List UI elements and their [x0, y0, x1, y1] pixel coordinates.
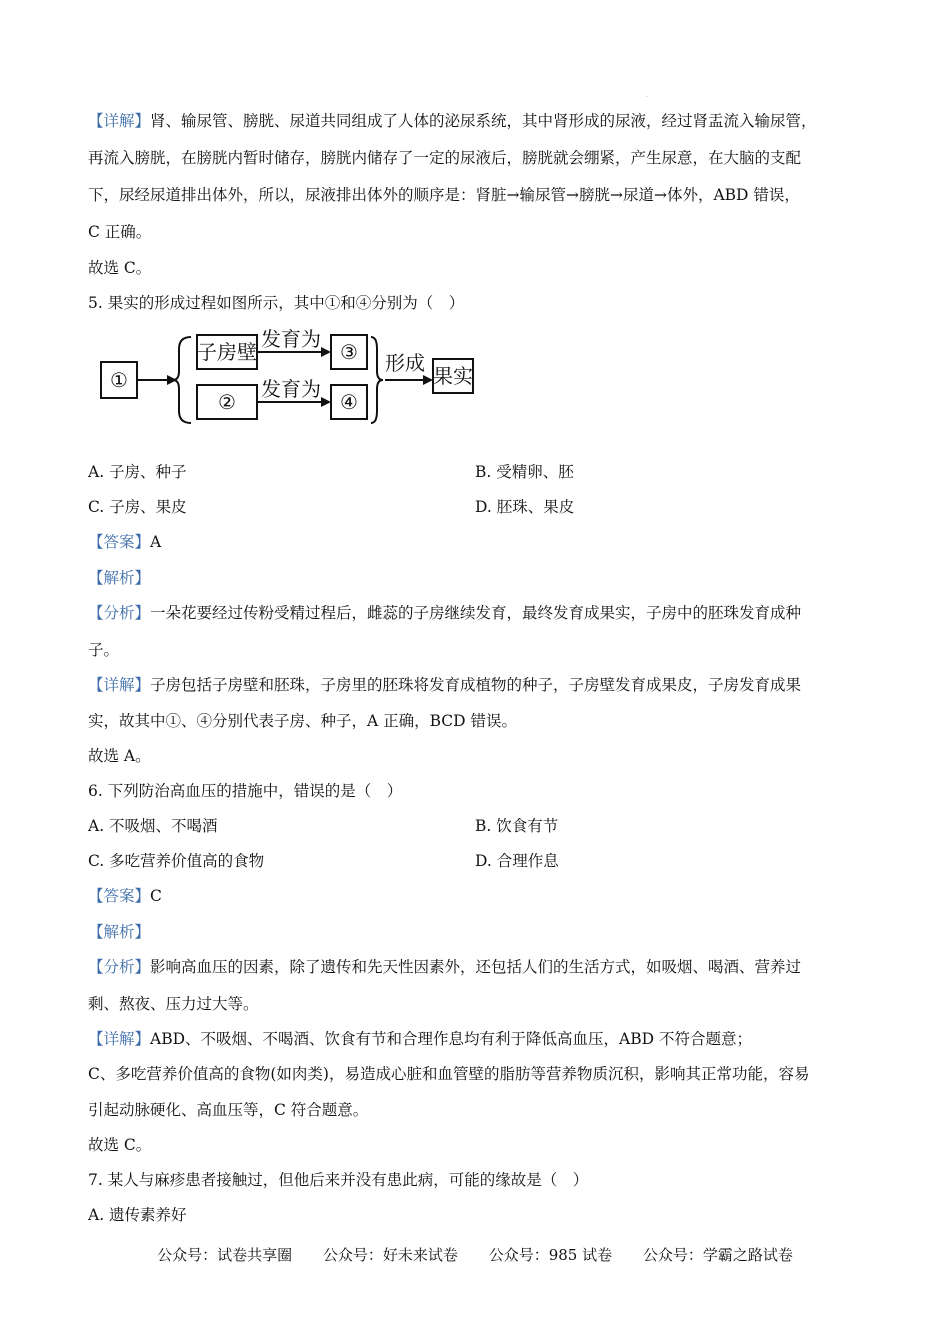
q7-option-a: A. 遗传素养好: [88, 1206, 187, 1224]
diagram-label-3: ③: [340, 340, 358, 364]
diagram-label-ovary-wall: 子房壁: [197, 340, 257, 364]
fruit-formation-diagram: [95, 325, 485, 430]
diagram-label-4: ④: [340, 390, 358, 414]
q5-detail-line-1: 【详解】子房包括子房壁和胚珠，子房里的胚珠将发育成植物的种子，子房壁发育成果皮，子房发育成果: [88, 676, 802, 694]
q6-choice: 故选 C。: [88, 1136, 152, 1154]
footer-item-4: 公众号：学霸之路试卷: [642, 1246, 793, 1264]
fenxi-tag: 【分析】: [88, 958, 151, 976]
q6-option-c: C. 多吃营养价值高的食物: [88, 852, 265, 870]
q4-detail-line-1: 【详解】肾、输尿管、膀胱、尿道共同组成了人体的泌尿系统，其中肾形成的尿液，经过肾盂流入输尿管，: [88, 112, 817, 130]
q5-fenxi-line-2: 子。: [88, 641, 120, 659]
diagram-label-2: ②: [218, 390, 236, 414]
detail-tag: 【详解】: [88, 1030, 151, 1048]
q5-option-c: C. 子房、果皮: [88, 498, 187, 516]
q6-fenxi-line-1: 【分析】影响高血压的因素，除了遗传和先天性因素外，还包括人们的生活方式，如吸烟、喝酒、营养过: [88, 958, 802, 976]
q6-analysis-heading: 【解析】: [88, 923, 151, 941]
q5-option-a: A. 子房、种子: [88, 463, 187, 481]
detail-tag: 【详解】: [88, 112, 151, 130]
answer-tag: 【答案】: [88, 887, 151, 905]
q6-detail-line-2: C、多吃营养价值高的食物(如肉类)，易造成心脏和血管壁的脂肪等营养物质沉积，影响其正常功能，容易: [88, 1065, 810, 1083]
detail-tag: 【详解】: [88, 676, 151, 694]
q4-choice: 故选 C。: [88, 259, 152, 277]
footer-item-1: 公众号：试卷共享圈: [157, 1246, 293, 1264]
q6-option-d: D. 合理作息: [475, 852, 559, 870]
diagram-develop-top: 发育为: [261, 327, 321, 351]
q5-stem: 5. 果实的形成过程如图所示，其中①和④分别为（ ）: [88, 294, 465, 312]
diagram-develop-bottom: 发育为: [261, 377, 321, 401]
q4-detail-line-4: C 正确。: [88, 223, 152, 241]
footer-item-3: 公众号：985 试卷: [488, 1246, 613, 1264]
q5-detail-line-2: 实，故其中①、④分别代表子房、种子，A 正确，BCD 错误。: [88, 712, 518, 730]
q7-stem: 7. 某人与麻疹患者接触过，但他后来并没有患此病，可能的缘故是（ ）: [88, 1171, 589, 1189]
q6-detail-line-3: 引起动脉硬化、高血压等，C 符合题意。: [88, 1101, 369, 1119]
q5-fenxi-line-1: 【分析】一朵花要经过传粉受精过程后，雌蕊的子房继续发育，最终发育成果实，子房中的胚珠发育成种: [88, 604, 802, 622]
page-dot: .: [646, 92, 648, 99]
q5-option-b: B. 受精卵、胚: [475, 463, 574, 481]
q5-choice: 故选 A。: [88, 747, 151, 765]
q6-option-b: B. 饮食有节: [475, 817, 559, 835]
q6-answer: 【答案】C: [88, 887, 162, 905]
page-footer: [0, 1244, 950, 1266]
q4-detail-line-3: 下，尿经尿道排出体外，所以，尿液排出体外的顺序是：肾脏→输尿管→膀胱→尿道→体外，ABD 错误，: [88, 186, 800, 204]
footer-item-2: 公众号：好未来试卷: [322, 1246, 458, 1264]
q6-detail-line-1: 【详解】ABD、不吸烟、不喝酒、饮食有节和合理作息均有利于降低高血压，ABD 不符合题意；: [88, 1030, 752, 1048]
q6-option-a: A. 不吸烟、不喝酒: [88, 817, 218, 835]
q5-answer: 【答案】A: [88, 533, 162, 551]
q4-detail-line-2: 再流入膀胱，在膀胱内暂时储存，膀胱内储存了一定的尿液后，膀胱就会绷紧，产生尿意，在大脑的支配: [88, 149, 802, 167]
diagram-label-1: ①: [110, 368, 128, 392]
q5-analysis-heading: 【解析】: [88, 569, 151, 587]
q6-fenxi-line-2: 剩、熬夜、压力过大等。: [88, 995, 259, 1013]
answer-tag: 【答案】: [88, 533, 151, 551]
diagram-fruit-label: 果实: [433, 364, 473, 388]
q6-stem: 6. 下列防治高血压的措施中，错误的是（ ）: [88, 782, 403, 800]
q5-option-d: D. 胚珠、果皮: [475, 498, 575, 516]
diagram-form-label: 形成: [385, 351, 425, 375]
fenxi-tag: 【分析】: [88, 604, 151, 622]
